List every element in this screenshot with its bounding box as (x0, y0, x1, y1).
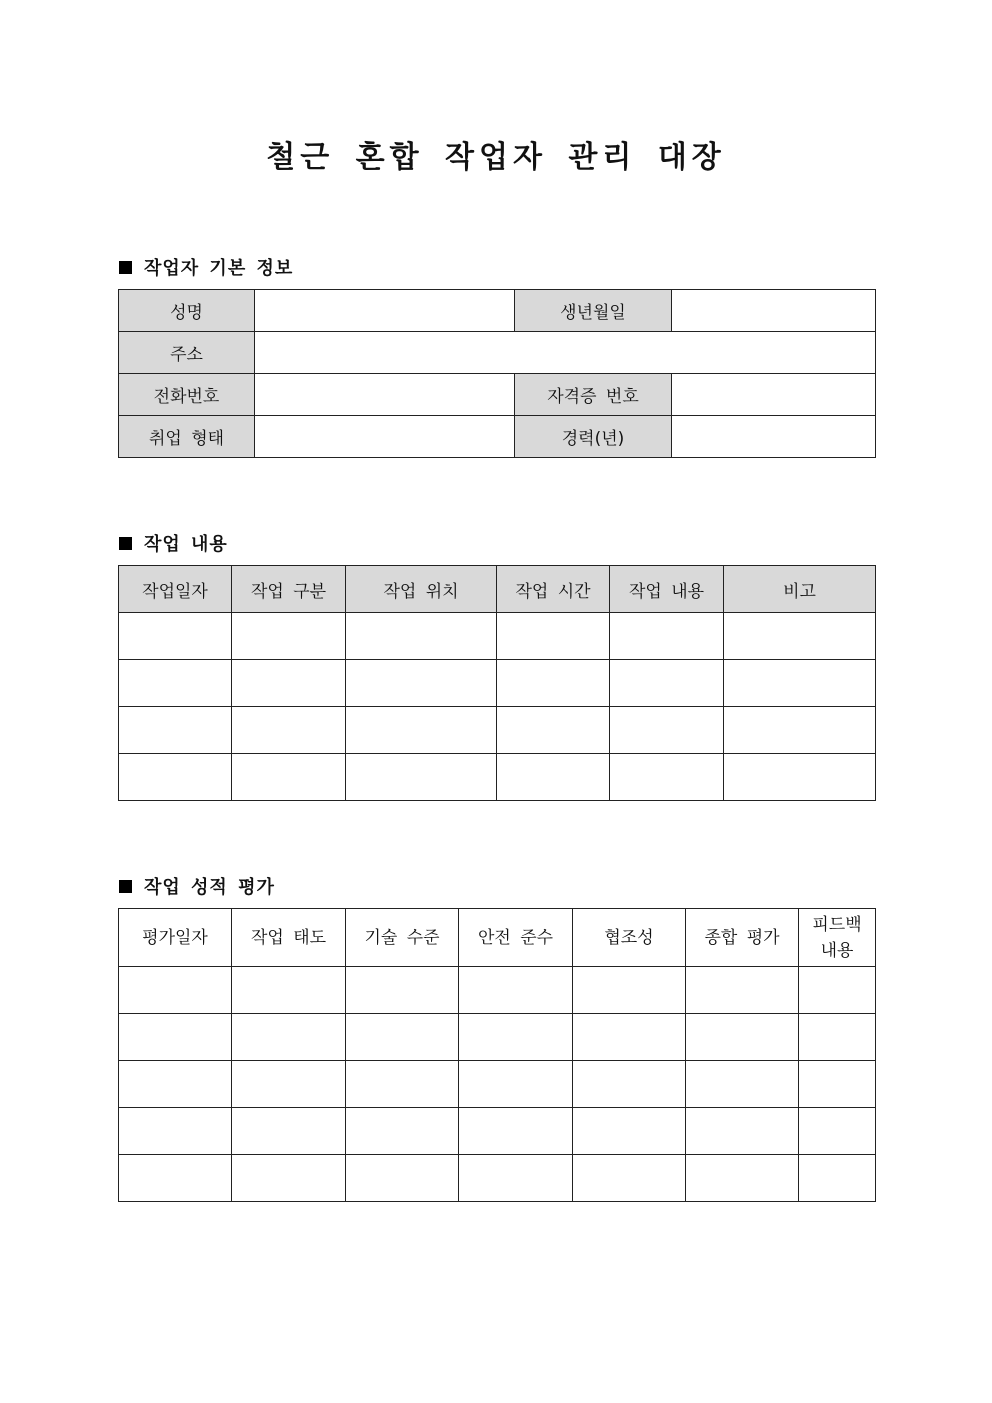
table-cell[interactable] (573, 967, 686, 1014)
table-cell[interactable] (724, 660, 876, 707)
table-cell[interactable] (119, 613, 232, 660)
table-cell[interactable] (119, 1014, 232, 1061)
table-row (119, 1014, 876, 1061)
table-cell[interactable] (346, 1014, 459, 1061)
table-cell[interactable] (686, 967, 799, 1014)
table-cell[interactable] (799, 1108, 876, 1155)
column-header-line: 피드백 (812, 914, 862, 935)
label-name: 성명 (119, 290, 255, 332)
table-row (119, 967, 876, 1014)
table-cell[interactable] (497, 707, 610, 754)
table-cell[interactable] (232, 613, 346, 660)
column-header-line: 내용 (820, 940, 854, 961)
table-row (119, 1155, 876, 1202)
column-header: 작업 내용 (610, 566, 724, 613)
column-header: 기술 수준 (346, 909, 459, 967)
table-row (119, 754, 876, 801)
table-cell[interactable] (346, 613, 497, 660)
column-header: 작업 구분 (232, 566, 346, 613)
table-cell[interactable] (459, 1014, 573, 1061)
section-heading-evaluation (119, 873, 275, 899)
table-row (119, 290, 876, 332)
table-cell[interactable] (232, 754, 346, 801)
label-career-years: 경력(년) (515, 416, 672, 458)
section-heading-work (119, 530, 228, 556)
table-row (119, 416, 876, 458)
table-cell[interactable] (724, 613, 876, 660)
column-header: 협조성 (573, 909, 686, 967)
table-cell[interactable] (686, 1061, 799, 1108)
table-cell[interactable] (119, 660, 232, 707)
table-cell[interactable] (232, 1155, 346, 1202)
table-cell[interactable] (573, 1014, 686, 1061)
table-cell[interactable] (610, 660, 724, 707)
section-heading-text: 작업 성적 평가 (144, 877, 275, 898)
table-cell[interactable] (686, 1014, 799, 1061)
table-row (119, 1061, 876, 1108)
column-header: 평가일자 (119, 909, 232, 967)
table-cell[interactable] (459, 1061, 573, 1108)
column-header: 작업일자 (119, 566, 232, 613)
table-cell[interactable] (497, 613, 610, 660)
table-cell[interactable] (573, 1108, 686, 1155)
input-license-number[interactable] (672, 374, 876, 416)
column-header: 비고 (724, 566, 876, 613)
label-birthdate: 생년월일 (515, 290, 672, 332)
table-cell[interactable] (459, 967, 573, 1014)
table-cell[interactable] (119, 967, 232, 1014)
table-cell[interactable] (686, 1155, 799, 1202)
table-row (119, 660, 876, 707)
square-bullet-icon (119, 537, 132, 550)
table-cell[interactable] (799, 1061, 876, 1108)
section-heading-text: 작업자 기본 정보 (144, 258, 294, 279)
table-cell[interactable] (346, 1108, 459, 1155)
evaluation-table (118, 908, 876, 1202)
input-address[interactable] (255, 332, 876, 374)
label-address: 주소 (119, 332, 255, 374)
table-cell[interactable] (573, 1061, 686, 1108)
column-header: 종합 평가 (686, 909, 799, 967)
column-header: 작업 태도 (232, 909, 346, 967)
basic-info-table (118, 289, 876, 458)
table-cell[interactable] (346, 967, 459, 1014)
column-header: 작업 시간 (497, 566, 610, 613)
table-cell[interactable] (119, 1108, 232, 1155)
label-license-number: 자격증 번호 (515, 374, 672, 416)
section-heading-basic-info (119, 254, 293, 280)
table-cell[interactable] (497, 754, 610, 801)
table-cell[interactable] (346, 1061, 459, 1108)
table-cell[interactable] (119, 754, 232, 801)
table-cell[interactable] (346, 707, 497, 754)
table-cell[interactable] (686, 1108, 799, 1155)
input-name[interactable] (255, 290, 515, 332)
table-cell[interactable] (119, 707, 232, 754)
table-row (119, 613, 876, 660)
input-birthdate[interactable] (672, 290, 876, 332)
table-cell[interactable] (119, 1061, 232, 1108)
table-cell[interactable] (459, 1155, 573, 1202)
label-phone: 전화번호 (119, 374, 255, 416)
column-header: 안전 준수 (459, 909, 573, 967)
table-row (119, 707, 876, 754)
input-phone[interactable] (255, 374, 515, 416)
table-header-row (119, 566, 876, 613)
table-cell[interactable] (610, 707, 724, 754)
work-content-table (118, 565, 876, 801)
table-cell[interactable] (232, 1108, 346, 1155)
table-row (119, 1108, 876, 1155)
table-cell[interactable] (610, 754, 724, 801)
table-cell[interactable] (346, 660, 497, 707)
table-cell[interactable] (799, 1155, 876, 1202)
table-cell[interactable] (346, 754, 497, 801)
table-row (119, 374, 876, 416)
table-cell[interactable] (799, 967, 876, 1014)
table-cell[interactable] (799, 1014, 876, 1061)
label-employment-type: 취업 형태 (119, 416, 255, 458)
table-cell[interactable] (459, 1108, 573, 1155)
table-cell[interactable] (119, 1155, 232, 1202)
table-cell[interactable] (573, 1155, 686, 1202)
page-title: 철근 혼합 작업자 관리 대장 (266, 140, 726, 175)
table-cell[interactable] (232, 660, 346, 707)
table-cell[interactable] (724, 754, 876, 801)
table-cell[interactable] (232, 1014, 346, 1061)
column-header-feedback (799, 909, 876, 967)
table-cell[interactable] (346, 1155, 459, 1202)
square-bullet-icon (119, 261, 132, 274)
table-cell[interactable] (232, 707, 346, 754)
table-cell[interactable] (497, 660, 610, 707)
column-header: 작업 위치 (346, 566, 497, 613)
table-cell[interactable] (724, 707, 876, 754)
table-header-row (119, 909, 876, 967)
input-career-years[interactable] (672, 416, 876, 458)
table-row (119, 332, 876, 374)
input-employment-type[interactable] (255, 416, 515, 458)
table-cell[interactable] (610, 613, 724, 660)
section-heading-text: 작업 내용 (144, 534, 228, 555)
table-cell[interactable] (232, 1061, 346, 1108)
table-cell[interactable] (232, 967, 346, 1014)
square-bullet-icon (119, 880, 132, 893)
